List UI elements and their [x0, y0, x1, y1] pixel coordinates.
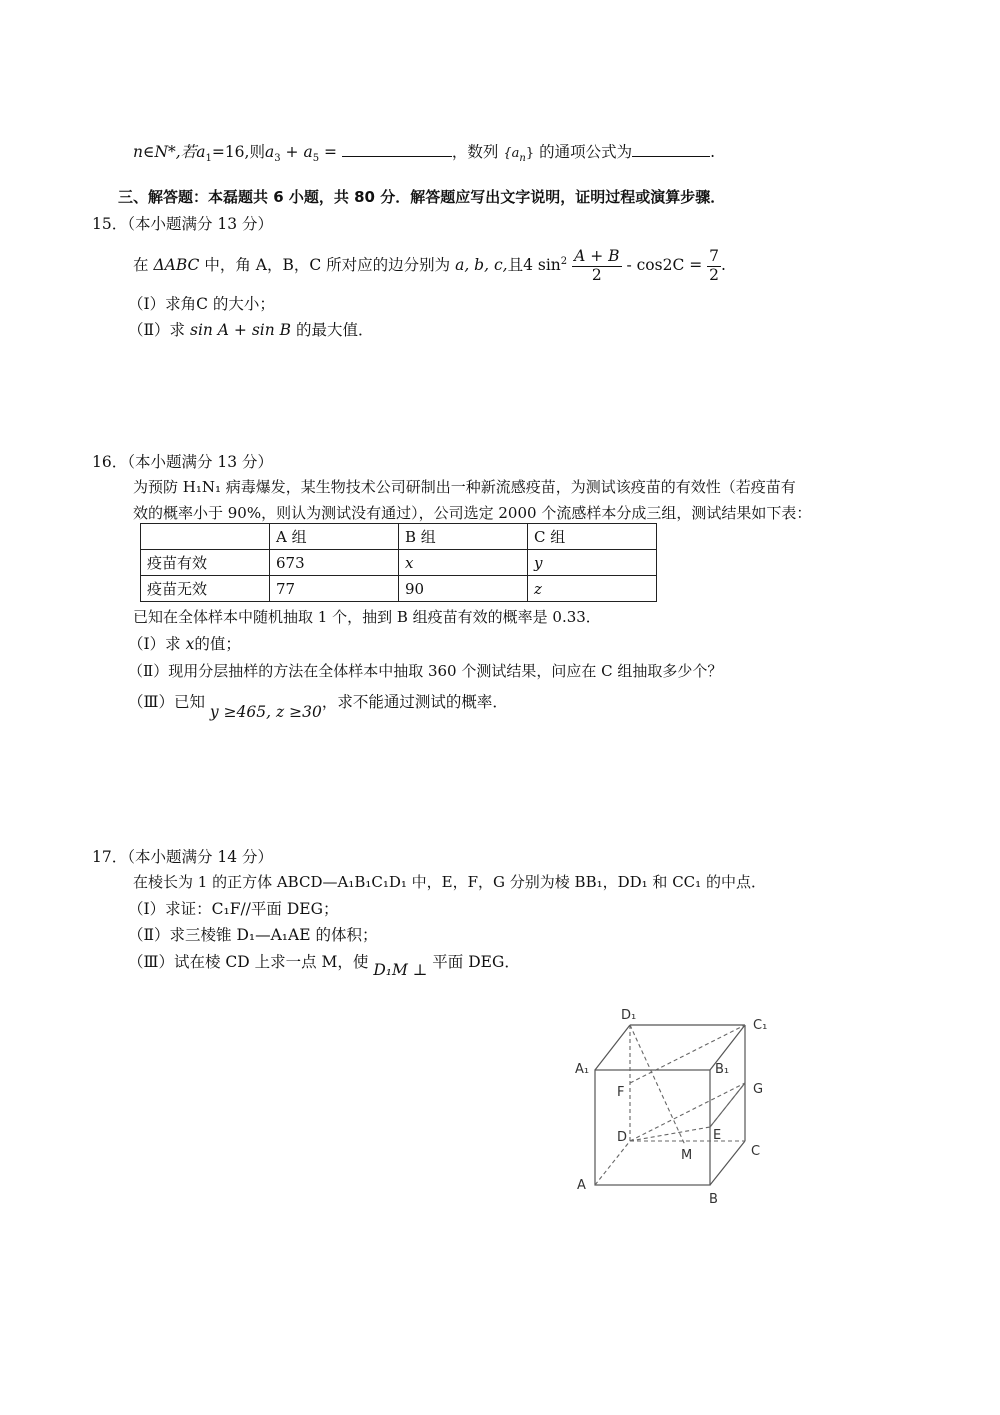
- q15-triangle: ΔABC: [153, 256, 200, 275]
- q14-seq: {a: [503, 146, 520, 161]
- table-cell: 90: [399, 576, 528, 602]
- label-f: F: [617, 1085, 625, 1100]
- q15-stem-b: 中，角 A，B，C 所对应的边分别为: [204, 256, 451, 275]
- table-cell: B 组: [399, 524, 528, 550]
- q15-frac2-den: 2: [709, 265, 720, 284]
- q14-suffix: 的通项公式为: [539, 143, 633, 161]
- q14-plus: +: [280, 143, 304, 161]
- table-cell: x: [399, 550, 528, 576]
- q16-part2: （Ⅱ）现用分层抽样的方法在全体样本中抽取 360 个测试结果，问应在 C 组抽取多少个？: [128, 662, 723, 680]
- table-cell: [141, 524, 270, 550]
- q17-part3: [128, 950, 520, 979]
- q16-part1-var: x: [185, 635, 195, 653]
- label-b: B: [709, 1192, 718, 1207]
- q14-mid: ，数列: [451, 143, 499, 161]
- q15-frac1-num: A + B: [574, 246, 620, 265]
- table-cell: 77: [270, 576, 399, 602]
- q17-stem: 在棱长为 1 的正方体 ABCD—A₁B₁C₁D₁ 中，E，F，G 分别为棱 BB₁，DD₁ 和 CC₁ 的中点．: [133, 873, 766, 891]
- q15-minus-cos: - cos2C =: [626, 256, 703, 275]
- q14-a3: a: [264, 143, 275, 161]
- q16-line2: 效的概率小于 90%，则认为测试没有通过），公司选定 2000 个流感样本分成三组，测试结果如下表：: [133, 504, 812, 522]
- vaccine-table: [140, 523, 657, 602]
- q15-stem-a: 在: [133, 256, 149, 275]
- q17-number: 17．（本小题满分 14 分）: [92, 848, 274, 866]
- q14-a1-sub: 1: [205, 153, 212, 165]
- q15-number: 15．（本小题满分 13 分）: [92, 215, 274, 233]
- q17-part3-b: 平面 DEG．: [432, 953, 520, 971]
- q14-tail-line: [133, 140, 715, 164]
- q15-stem: [133, 244, 726, 294]
- q16-part3-b: ，求不能通过测试的概率．: [321, 693, 508, 711]
- q15-part2-b: 的最大值．: [296, 321, 374, 339]
- q14-seq-sub: n: [519, 153, 526, 165]
- q14-a1: a: [196, 143, 206, 161]
- q14-eq: =: [319, 143, 337, 161]
- label-m: M: [681, 1148, 693, 1163]
- q17-part1: （Ⅰ）求证：C₁F//平面 DEG；: [128, 900, 339, 918]
- q15-sq: 2: [560, 256, 568, 267]
- table-cell: y: [528, 550, 657, 576]
- table-cell: 673: [270, 550, 399, 576]
- table-cell: A 组: [270, 524, 399, 550]
- q16-number: 16．（本小题满分 13 分）: [92, 453, 274, 471]
- q14-blank-1[interactable]: [342, 142, 452, 157]
- table-row: [141, 576, 657, 602]
- q17-part2: （Ⅱ）求三棱锥 D₁—A₁AE 的体积；: [128, 926, 378, 944]
- q14-a5-sub: 5: [312, 153, 320, 165]
- q14-blank-2[interactable]: [632, 142, 710, 157]
- q16-part3-expr: y ≥465, z ≥30: [209, 703, 322, 721]
- label-c1: C₁: [753, 1018, 768, 1033]
- q15-sides: a, b, c,: [455, 256, 508, 275]
- table-header-row: [141, 524, 657, 550]
- q15-part2: [128, 318, 374, 340]
- section-3-heading: 三、解答题：本磊题共 6 小题，共 80 分．解答题应写出文字说明，证明过程或演算步骤．: [118, 188, 726, 206]
- q16-line1: 为预防 H₁N₁ 病毒爆发，某生物技术公司研制出一种新流感疫苗，为测试该疫苗的有效性（若疫苗有: [133, 478, 796, 496]
- q16-part3-a: （Ⅲ）已知: [128, 693, 205, 711]
- label-e: E: [713, 1128, 722, 1143]
- label-d: D: [617, 1130, 628, 1145]
- table-cell: z: [528, 576, 657, 602]
- q15-stem-c: 且: [507, 256, 524, 275]
- q16-part1-b: 的值；: [194, 635, 241, 653]
- table-row: [141, 550, 657, 576]
- q16-part3: [128, 690, 508, 721]
- q14-eq16: =16,则: [211, 143, 265, 161]
- q14-a3-sub: 3: [274, 153, 281, 165]
- label-a1: A₁: [575, 1062, 590, 1077]
- table-cell: C 组: [528, 524, 657, 550]
- table-cell: 疫苗无效: [141, 576, 270, 602]
- q14-prefix: n∈N*,若: [133, 143, 197, 161]
- label-d1: D₁: [621, 1008, 637, 1023]
- q15-frac2-num: 7: [709, 246, 720, 265]
- label-g: G: [753, 1082, 764, 1097]
- cube-figure: [565, 1005, 805, 1215]
- label-a: A: [577, 1178, 586, 1193]
- q15-end: .: [721, 256, 726, 275]
- q14-period: .: [710, 143, 716, 161]
- q15-frac-2: [707, 248, 721, 285]
- q15-part2-expr: sin A + sin B: [189, 321, 292, 339]
- q16-given: 已知在全体样本中随机抽取 1 个，抽到 B 组疫苗有效的概率是 0.33．: [133, 608, 601, 626]
- q16-part1: [128, 632, 241, 654]
- q14-seq-close: }: [525, 146, 535, 161]
- q15-frac1-den: 2: [591, 265, 602, 284]
- q15-frac-1: [572, 248, 621, 285]
- q15-part1: （Ⅰ）求角C 的大小；: [128, 295, 275, 313]
- label-c: C: [751, 1144, 761, 1159]
- q15-part2-a: （Ⅱ）求: [128, 321, 186, 339]
- q14-a5: a: [303, 143, 313, 161]
- label-b1: B₁: [715, 1062, 730, 1077]
- q17-part3-a: （Ⅲ）试在棱 CD 上求一点 M，使: [128, 953, 369, 971]
- table-cell: 疫苗有效: [141, 550, 270, 576]
- q17-part3-expr: D₁M ⊥: [373, 961, 428, 979]
- q15-coef: 4 sin: [523, 256, 561, 275]
- q16-part1-a: （Ⅰ）求: [128, 635, 181, 653]
